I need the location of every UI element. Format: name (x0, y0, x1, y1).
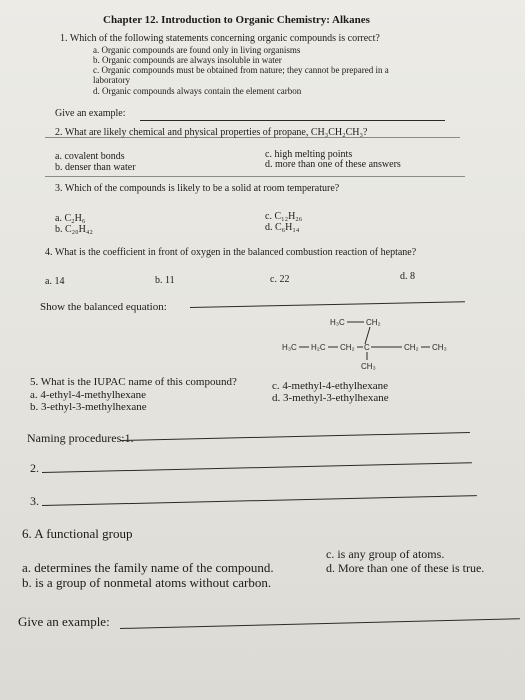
atom-group-ch2: CH₂ (340, 343, 355, 352)
naming-step-3-line[interactable] (42, 495, 477, 506)
q4-option-a[interactable]: a. 14 (45, 276, 65, 287)
structural-formula (270, 313, 510, 383)
q4-option-d[interactable]: d. 8 (400, 271, 415, 282)
naming-procedures-label: Naming procedures:1. (27, 431, 134, 445)
q6-option-d[interactable]: d. More than one of these is true. (326, 561, 485, 575)
q6-example-answer-line[interactable] (120, 618, 520, 629)
q3-option-c[interactable]: c. C₁₂H₂₆ (265, 211, 303, 222)
q1-option-b[interactable]: b. Organic compounds are always insoluble in water (93, 55, 282, 65)
q4-stem: 4. What is the coefficient in front of oxygen in the balanced combustion reaction of heptane? (45, 247, 417, 258)
atom-group-ch3-bottom: CH₃ (361, 362, 376, 371)
q3-option-a[interactable]: a. C₂H₆ (55, 213, 86, 224)
naming-step-2-label: 2. (30, 461, 39, 475)
q6-option-b[interactable]: b. is a group of nonmetal atoms without carbon. (22, 575, 272, 590)
naming-step-1-line[interactable] (120, 432, 470, 441)
q3-option-b[interactable]: b. C₂₀H₄₂ (55, 224, 93, 235)
q2-option-a[interactable]: a. covalent bonds (55, 151, 125, 162)
bond-line (365, 327, 370, 344)
q5-stem: 5. What is the IUPAC name of this compound? (30, 376, 237, 388)
naming-step-3-label: 3. (30, 494, 39, 508)
q4-option-c[interactable]: c. 22 (270, 274, 290, 285)
q5-option-b[interactable]: b. 3-ethyl-3-methylhexane (30, 401, 147, 413)
atom-group-ch2-right: CH₂ (404, 343, 419, 352)
q4-equation-answer-line[interactable] (190, 301, 465, 308)
q5-option-a[interactable]: a. 4-ethyl-4-methylhexane (30, 389, 147, 401)
q1-option-a[interactable]: a. Organic compounds are found only in living organisms (93, 45, 301, 55)
page-title: Chapter 12. Introduction to Organic Chemistry: Alkanes (103, 14, 370, 26)
atom-group-h3c: H₃C (282, 343, 297, 352)
atom-central-carbon: C (364, 343, 370, 352)
q6-stem: 6. A functional group (22, 526, 133, 541)
q1-stem: 1. Which of the following statements concerning organic compounds is correct? (60, 33, 380, 44)
q5-option-c[interactable]: c. 4-methyl-4-ethylhexane (272, 380, 389, 392)
q6-option-c[interactable]: c. is any group of atoms. (326, 547, 445, 561)
atom-group-h3c-top: H₃C (330, 318, 345, 327)
q5-option-d[interactable]: d. 3-methyl-3-ethylhexane (272, 392, 389, 404)
q4-show-equation-label: Show the balanced equation: (40, 301, 167, 313)
q2-option-c[interactable]: c. high melting points (265, 149, 353, 160)
q1-option-c[interactable]: c. Organic compounds must be obtained from nature; they cannot be prepared in a (93, 65, 389, 75)
q6-example-label: Give an example: (18, 614, 110, 629)
divider (45, 176, 465, 177)
q2-option-d[interactable]: d. more than one of these answers (265, 159, 401, 170)
q6-option-a[interactable]: a. determines the family name of the compound. (22, 560, 274, 575)
q3-stem: 3. Which of the compounds is likely to be a solid at room temperature? (55, 183, 340, 194)
q1-example-answer-line[interactable] (140, 120, 445, 121)
q1-option-d[interactable]: d. Organic compounds always contain the element carbon (93, 86, 302, 96)
q2-option-b[interactable]: b. denser than water (55, 162, 136, 173)
naming-step-2-line[interactable] (42, 462, 472, 473)
q1-option-c-continued: laboratory (93, 75, 130, 85)
q2-stem: 2. What are likely chemical and physical properties of propane, CH₃CH₂CH₃? (55, 127, 368, 138)
atom-group-ch3-right: CH₃ (432, 343, 447, 352)
atom-group-ch2-top: CH₂ (366, 318, 381, 327)
q1-example-label: Give an example: (55, 108, 126, 119)
atom-group-h2c: H₂C (311, 343, 326, 352)
q4-option-b[interactable]: b. 11 (155, 275, 175, 286)
q3-option-d[interactable]: d. C₆H₁₄ (265, 222, 300, 233)
